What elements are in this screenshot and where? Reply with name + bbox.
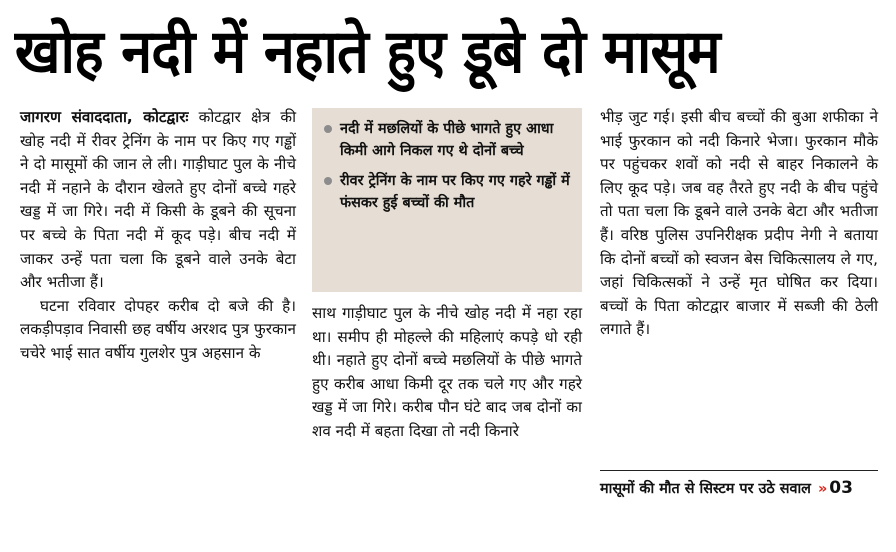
highlight-item — [324, 170, 572, 214]
article-column-2 — [312, 302, 582, 444]
article-column-1 — [20, 106, 296, 366]
page-number: 03 — [829, 478, 853, 498]
column-3-text: भीड़ जुट गई। इसी बीच बच्चों की बुआ शफीका ने भाई फुरकान को नदी किनारे भेजा। फुरकान मौके पर पहुंचकर शवों को नदी से बाहर निकालने के लिए कूद पड़े। जब वह तैरते हुए नदी के बीच पहुंचे तो पता चला कि डूबने वाले उनके बेटा और भतीजा हैं। वरिष्ठ पुलिस उपनिरीक्षक प्रदीप नेगी ने बताया कि दोनों बच्चों को स्वजन बेस चिकित्सालय ले गए, जहां चिकित्सकों ने उन्हें मृत घोषित कर दिया। बच्चों के पिता कोटद्वार बाजार में सब्जी की ठेली लगाते हैं। — [600, 108, 878, 339]
article-paragraph-1 — [20, 106, 296, 295]
highlight-text: रीवर ट्रेनिंग के नाम पर किए गए गहरे गड्ढों में फंसकर हुई बच्चों की मौत — [340, 173, 570, 211]
article-paragraph-2: घटना रविवार दोपहर करीब दो बजे की है। लकड़ीपड़ाव निवासी छह वर्षीय अरशद पुत्र फुरकान चचेरे भाई सात वर्षीय गुलशेर पुत्र अहसान के — [20, 296, 296, 362]
highlight-text: नदी में मछलियों के पीछे भागते हुए आधा किमी आगे निकल गए थे दोनों बच्चे — [340, 121, 554, 159]
headline: खोह नदी में नहाते हुए डूबे दो मासूम — [14, 17, 720, 87]
byline: जागरण संवाददाता, कोटद्वारः — [20, 108, 189, 126]
related-story-link[interactable] — [600, 470, 878, 500]
related-story-text: मासूमों की मौत से सिस्टम पर उठे सवाल — [600, 481, 811, 497]
highlight-item — [324, 118, 572, 162]
double-arrow-icon: » — [817, 481, 828, 497]
highlight-box — [312, 108, 582, 292]
bullet-icon — [324, 125, 332, 133]
article-column-3 — [600, 106, 878, 342]
paragraph-1-text: कोटद्वार क्षेत्र की खोह नदी में रीवर ट्रेनिंग के नाम पर किए गए गड्ढों ने दो मासूमों की जान ले ली। गाड़ीघाट पुल के नीचे नदी में नहाने के दौरान खेलते हुए दोनों बच्चे गहरे खड्ड में जा गिरे। नदी में किसी के डूबने की सूचना पर बच्चे के पिता नदी में कूद पड़े। बीच नदी में जाकर उन्हें पता चला कि डूबने वाले उनके बेटा और भतीजा हैं। — [20, 108, 296, 292]
bullet-icon — [324, 177, 332, 185]
column-2-text: साथ गाड़ीघाट पुल के नीचे खोह नदी में नहा रहा था। समीप ही मोहल्ले की महिलाएं कपड़े धो रही थी। नहाते हुए दोनों बच्चे मछलियों के पीछे भागते हुए करीब आधा किमी दूर तक चले गए और गहरे खड्ड में जा गिरे। करीब पौन घंटे बाद जब दोनों का शव नदी में बहता दिखा तो नदी किनारे — [312, 304, 582, 440]
